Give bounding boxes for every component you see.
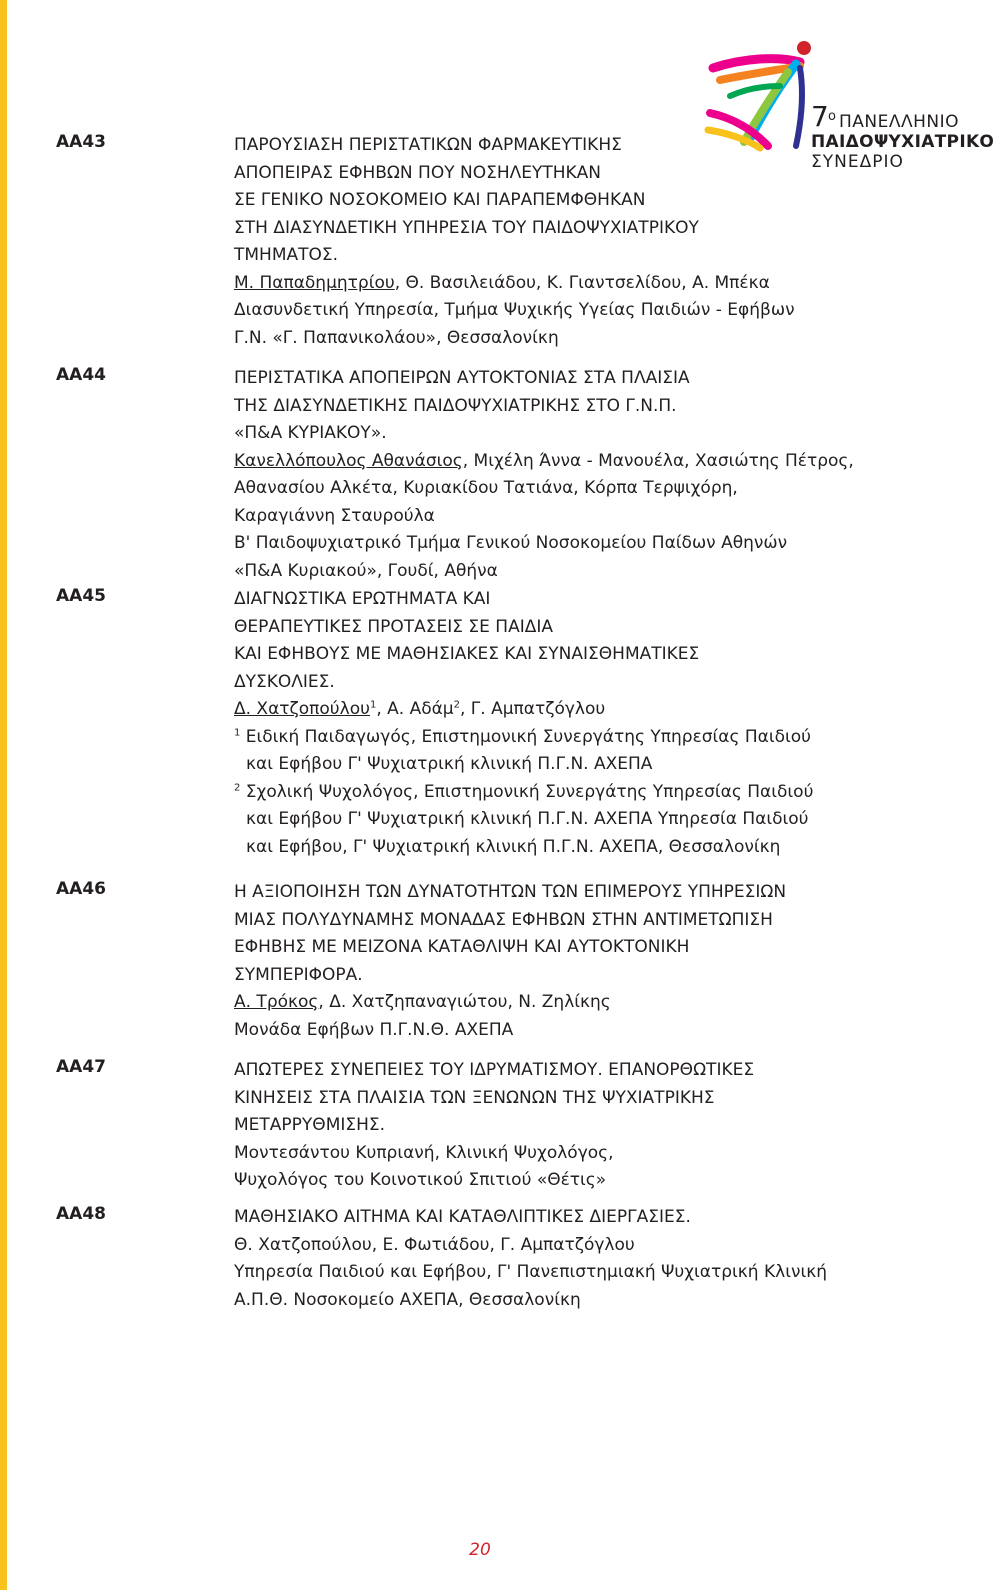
entry-title-line: ΘΕΡΑΠΕΥΤΙΚΕΣ ΠΡΟΤΑΣΕΙΣ ΣΕ ΠΑΙΔΙΑ [234,616,553,637]
entry-title-line: ΣΤΗ ΔΙΑΣΥΝΔΕΤΙΚΗ ΥΠΗΡΕΣΙΑ ΤΟΥ ΠΑΙΔΟΨΥΧΙΑΤΡΙΚΟΥ [234,217,699,238]
entry-affiliation-line: Διασυνδετική Υπηρεσία, Τμήμα Ψυχικής Υγείας Παιδιών - Εφήβων [234,300,795,320]
entry-affiliation-line: και Εφήβου Γ' Ψυχιατρική κλινική Π.Γ.Ν. ΑΧΕΠΑ Υπηρεσία Παιδιού [246,809,809,829]
entry-authors-line: Μοντεσάντου Κυπριανή, Κλινική Ψυχολόγος, [234,1142,614,1163]
entry-affiliation-line [234,724,813,752]
entry-authors [234,989,786,1017]
co-authors: , Θ. Βασιλειάδου, Κ. Γιαντσελίδου, Α. Μπέκα [394,272,770,293]
presenting-author: Α. Τρόκος [234,992,319,1012]
entry-title-line: Η ΑΞΙΟΠΟΙΗΣΗ ΤΩΝ ΔΥΝΑΤΟΤΗΤΩΝ ΤΩΝ ΕΠΙΜΕΡΟΥΣ ΥΠΗΡΕΣΙΩΝ [234,882,787,902]
entry-affiliation-line: Α.Π.Θ. Νοσοκομείο ΑΧΕΠΑ, Θεσσαλονίκη [234,1289,581,1310]
entry-affiliation-line: Μονάδα Εφήβων Π.Γ.Ν.Θ. ΑΧΕΠΑ [234,1019,514,1040]
entry-title-line: ΠΕΡΙΣΤΑΤΙΚΑ ΑΠΟΠΕΙΡΩΝ ΑΥΤΟΚΤΟΝΙΑΣ ΣΤΑ ΠΛΑΙΣΙΑ [234,368,690,388]
entry-title-line: ΤΗΣ ΔΙΑΣΥΝΔΕΤΙΚΗΣ ΠΑΙΔΟΨΥΧΙΑΤΡΙΚΗΣ ΣΤΟ Γ.Ν.Π. [234,395,677,416]
entry-title-line: ΤΜΗΜΑΤΟΣ. [234,245,339,265]
entry-title-line: ΔΥΣΚΟΛΙΕΣ. [234,671,335,692]
entry-affiliation-line: Β' Παιδοψυχιατρικό Τμήμα Γενικού Νοσοκομείου Παίδων Αθηνών [234,533,788,553]
entry-affiliation-line: Υπηρεσία Παιδιού και Εφήβου, Γ' Πανεπιστημιακή Ψυχιατρική Κλινική [234,1262,827,1282]
logo-number: 7 [811,100,829,133]
entry-title-line: ΑΠΩΤΕΡΕΣ ΣΥΝΕΠΕΙΕΣ ΤΟΥ ΙΔΡΥΜΑΤΙΣΜΟΥ. ΕΠΑΝΟΡΘΩΤΙΚΕΣ [234,1060,755,1080]
entry-text [234,132,795,352]
entry-affiliation-line: Γ.Ν. «Γ. Παπανικολάου», Θεσσαλονίκη [234,327,559,348]
entry-title-line: ΚΙΝΗΣΕΙΣ ΣΤΑ ΠΛΑΙΣΙΑ ΤΩΝ ΞΕΝΩΝΩΝ ΤΗΣ ΨΥΧΙΑΤΡΙΚΗΣ [234,1087,715,1108]
co-author: , Α. Αδάμ [376,699,454,719]
entry-title-line: «Π&Α ΚΥΡΙΑΚΟΥ». [234,423,387,443]
superscript: 2 [234,781,241,793]
logo-superscript: ο [828,109,836,124]
entry-authors-line: Αθανασίου Αλκέτα, Κυριακίδου Τατιάνα, Κόρπα Τερψιχόρη, [234,478,738,498]
logo-line-2: ΠΑΙΔΟΨΥΧΙΑΤΡΙΚΟ [811,132,994,152]
entry-code: ΑΑ44 [56,365,106,385]
entry-text [234,1204,827,1314]
entry-title-line: ΣΕ ΓΕΝΙΚΟ ΝΟΣΟΚΟΜΕΙΟ ΚΑΙ ΠΑΡΑΠΕΜΦΘΗΚΑΝ [234,190,646,210]
entry-authors [234,696,813,724]
entry-affiliation-line: και Εφήβου Γ' Ψυχιατρική κλινική Π.Γ.Ν. ΑΧΕΠΑ [246,754,653,774]
affiliation-text: Ειδική Παιδαγωγός, Επιστημονική Συνεργάτης Υπηρεσίας Παιδιού [245,726,812,747]
entry-code: ΑΑ48 [56,1204,106,1224]
co-authors: , Μιχέλη Άννα - Μανουέλα, Χασιώτης Πέτρος, [462,450,854,471]
entry-title-line: ΚΑΙ ΕΦΗΒΟΥΣ ΜΕ ΜΑΘΗΣΙΑΚΕΣ ΚΑΙ ΣΥΝΑΙΣΘΗΜΑΤΙΚΕΣ [234,644,700,664]
page-number: 20 [469,1540,491,1560]
entry-affiliation-line: και Εφήβου, Γ' Ψυχιατρική κλινική Π.Γ.Ν. ΑΧΕΠΑ, Θεσσαλονίκη [246,836,781,857]
superscript: 1 [234,726,241,738]
presenting-author: Κανελλόπουλος Αθανάσιος [234,450,463,471]
entry-affiliation-line [234,779,813,807]
entry-title-line: ΕΦΗΒΗΣ ΜΕ ΜΕΙΖΟΝΑ ΚΑΤΑΘΛΙΨΗ ΚΑΙ ΑΥΤΟΚΤΟΝΙΚΗ [234,937,690,957]
presenting-author: Μ. Παπαδημητρίου [234,272,395,293]
entry-authors [234,448,854,476]
entry-title-line: ΠΑΡΟΥΣΙΑΣΗ ΠΕΡΙΣΤΑΤΙΚΩΝ ΦΑΡΜΑΚΕΥΤΙΚΗΣ [234,135,622,155]
entry-authors-line: Καραγιάννη Σταυρούλα [234,505,435,526]
entry-code: ΑΑ45 [56,586,106,606]
entry-authors-line: Θ. Χατζοπούλου, Ε. Φωτιάδου, Γ. Αμπατζόγλου [234,1234,635,1255]
entry-code: ΑΑ43 [56,132,106,152]
entry-code: ΑΑ46 [56,879,106,899]
entry-title-line: ΔΙΑΓΝΩΣΤΙΚΑ ΕΡΩΤΗΜΑΤΑ ΚΑΙ [234,589,491,609]
entry-text [234,879,786,1044]
logo-line-3: ΣΥΝΕΔΡΙΟ [811,152,904,172]
presenting-author: Δ. Χατζοπούλου [234,699,370,719]
entry-authors [234,270,795,298]
entry-text [234,365,854,585]
entry-text [234,586,813,861]
entry-text [234,1057,754,1195]
entry-affiliation-line: «Π&Α Κυριακού», Γουδί, Αθήνα [234,560,498,581]
entry-title-line: ΜΑΘΗΣΙΑΚΟ ΑΙΤΗΜΑ ΚΑΙ ΚΑΤΑΘΛΙΠΤΙΚΕΣ ΔΙΕΡΓΑΣΙΕΣ. [234,1207,691,1227]
co-authors: , Δ. Χατζηπαναγιώτου, Ν. Ζηλίκης [318,992,611,1012]
entry-code: ΑΑ47 [56,1057,106,1077]
logo-line-1: ΠΑΝΕΛΛΗΝΙΟ [839,112,960,132]
left-yellow-bar [0,0,7,1590]
co-author: , Γ. Αμπατζόγλου [460,699,606,719]
entry-affiliation-line: Ψυχολόγος του Κοινοτικού Σπιτιού «Θέτις» [234,1170,607,1190]
superscript: 2 [453,699,460,711]
entry-title-line: ΑΠΟΠΕΙΡΑΣ ΕΦΗΒΩΝ ΠΟΥ ΝΟΣΗΛΕΥΤΗΚΑΝ [234,162,602,183]
entry-title-line: ΜΕΤΑΡΡΥΘΜΙΣΗΣ. [234,1115,386,1135]
affiliation-text: Σχολική Ψυχολόγος, Επιστημονική Συνεργάτης Υπηρεσίας Παιδιού [245,781,814,802]
entry-title-line: ΜΙΑΣ ΠΟΛΥΔΥΝΑΜΗΣ ΜΟΝΑΔΑΣ ΕΦΗΒΩΝ ΣΤΗΝ ΑΝΤΙΜΕΤΩΠΙΣΗ [234,909,773,930]
entry-title-line: ΣΥΜΠΕΡΙΦΟΡΑ. [234,964,363,985]
superscript: 1 [369,699,377,711]
